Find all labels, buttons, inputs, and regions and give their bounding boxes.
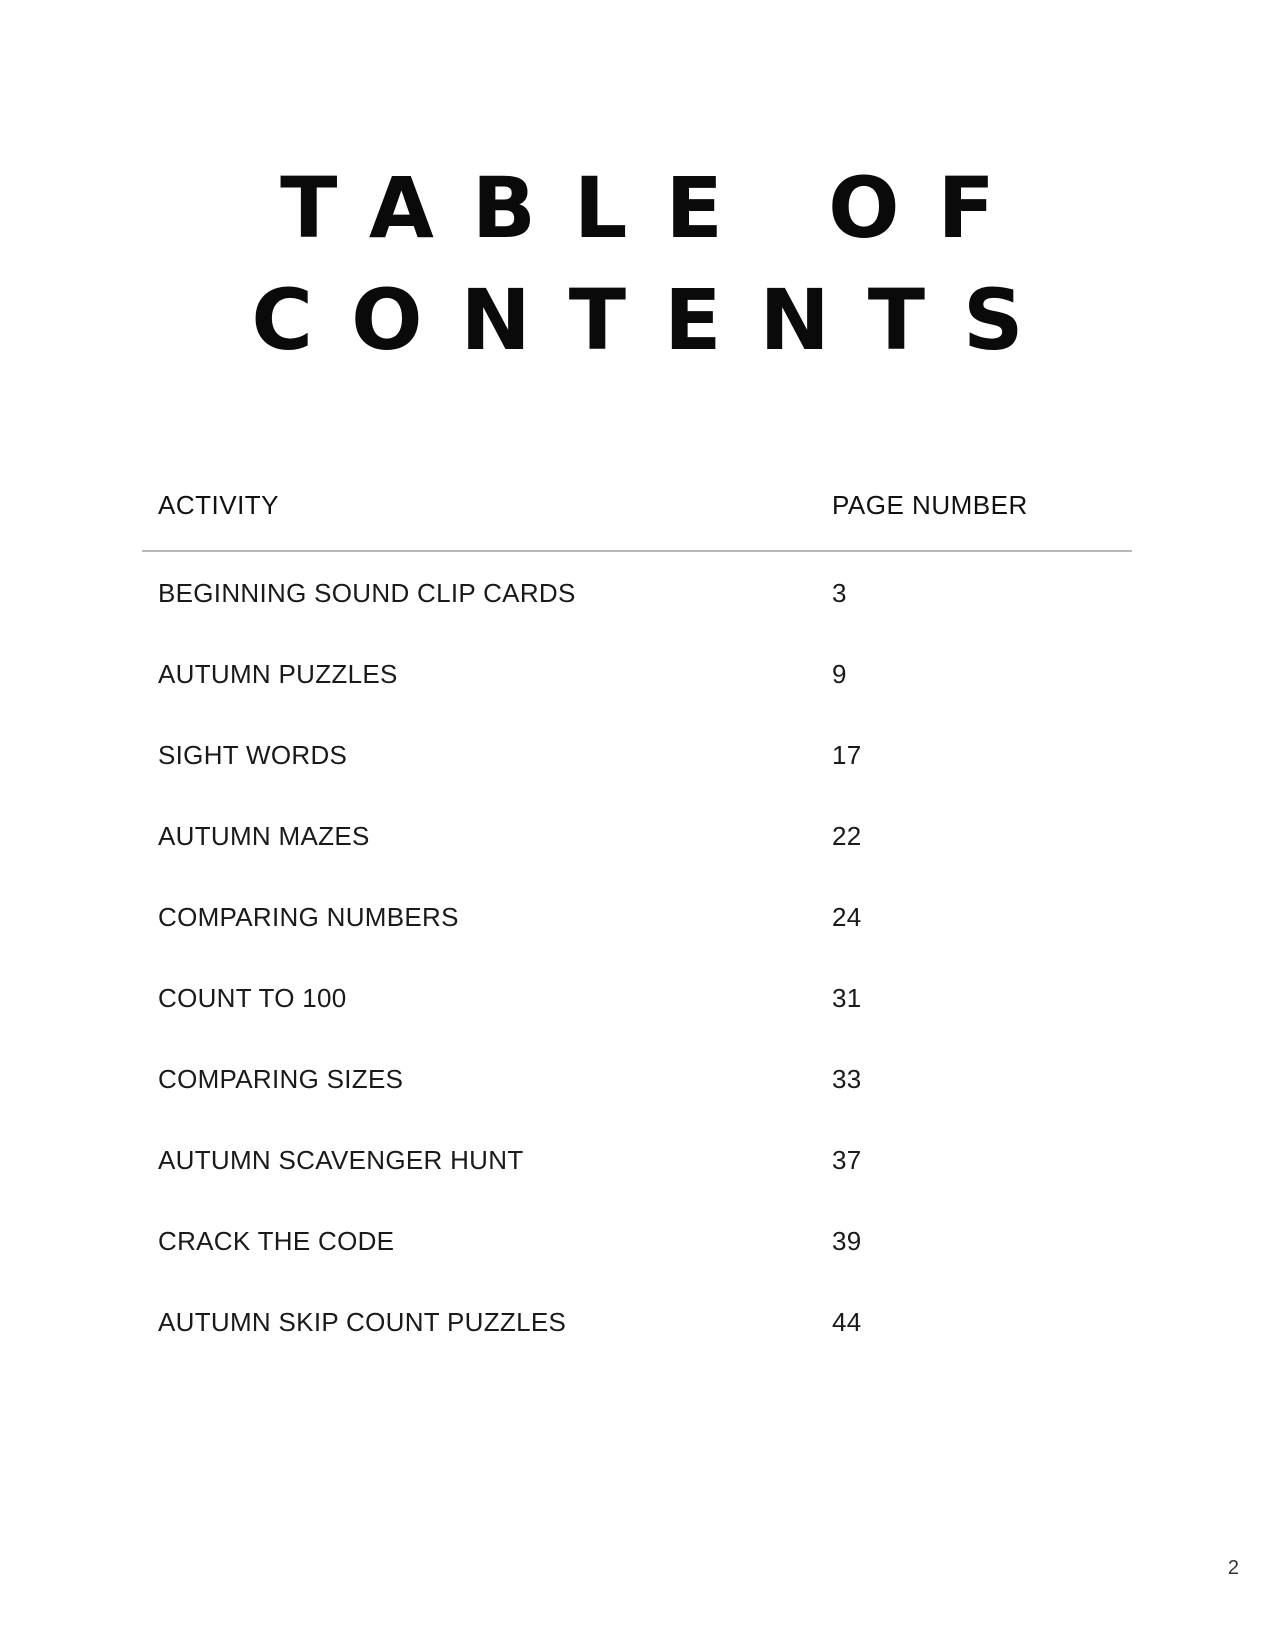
table-row (142, 1200, 1132, 1281)
table-row (142, 957, 1132, 1038)
row-page: 39 (832, 1226, 862, 1256)
row-page: 44 (832, 1307, 862, 1337)
row-activity: COMPARING SIZES (158, 1064, 404, 1094)
row-activity: COMPARING NUMBERS (158, 902, 459, 932)
row-activity: AUTUMN PUZZLES (158, 659, 398, 689)
table-row (142, 633, 1132, 714)
table-row (142, 1281, 1132, 1362)
row-activity: COUNT TO 100 (158, 983, 347, 1013)
table-row (142, 1038, 1132, 1119)
title-line-2: CONTENTS (251, 271, 1062, 370)
header-activity: ACTIVITY (158, 490, 280, 520)
table-row (142, 795, 1132, 876)
table-row (142, 714, 1132, 795)
row-page: 22 (832, 821, 862, 851)
row-activity: AUTUMN MAZES (158, 821, 370, 851)
row-page: 37 (832, 1145, 862, 1175)
row-page: 31 (832, 983, 862, 1013)
row-page: 33 (832, 1064, 862, 1094)
row-activity: AUTUMN SCAVENGER HUNT (158, 1145, 524, 1175)
row-page: 9 (832, 659, 847, 689)
title-line-1: TABLE OF (280, 159, 1033, 258)
row-activity: SIGHT WORDS (158, 740, 348, 770)
row-activity: BEGINNING SOUND CLIP CARDS (158, 578, 576, 608)
row-activity: CRACK THE CODE (158, 1226, 395, 1256)
table-row (142, 1119, 1132, 1200)
header-page-number: PAGE NUMBER (832, 490, 1028, 520)
page-title (0, 152, 1275, 376)
row-page: 17 (832, 740, 862, 770)
row-page: 24 (832, 902, 862, 932)
table-row (142, 552, 1132, 633)
row-page: 3 (832, 578, 847, 608)
footer-page-number: 2 (1227, 1557, 1239, 1579)
table-header (142, 478, 1132, 552)
table-of-contents (142, 478, 1132, 1362)
table-row (142, 876, 1132, 957)
row-activity: AUTUMN SKIP COUNT PUZZLES (158, 1307, 567, 1337)
